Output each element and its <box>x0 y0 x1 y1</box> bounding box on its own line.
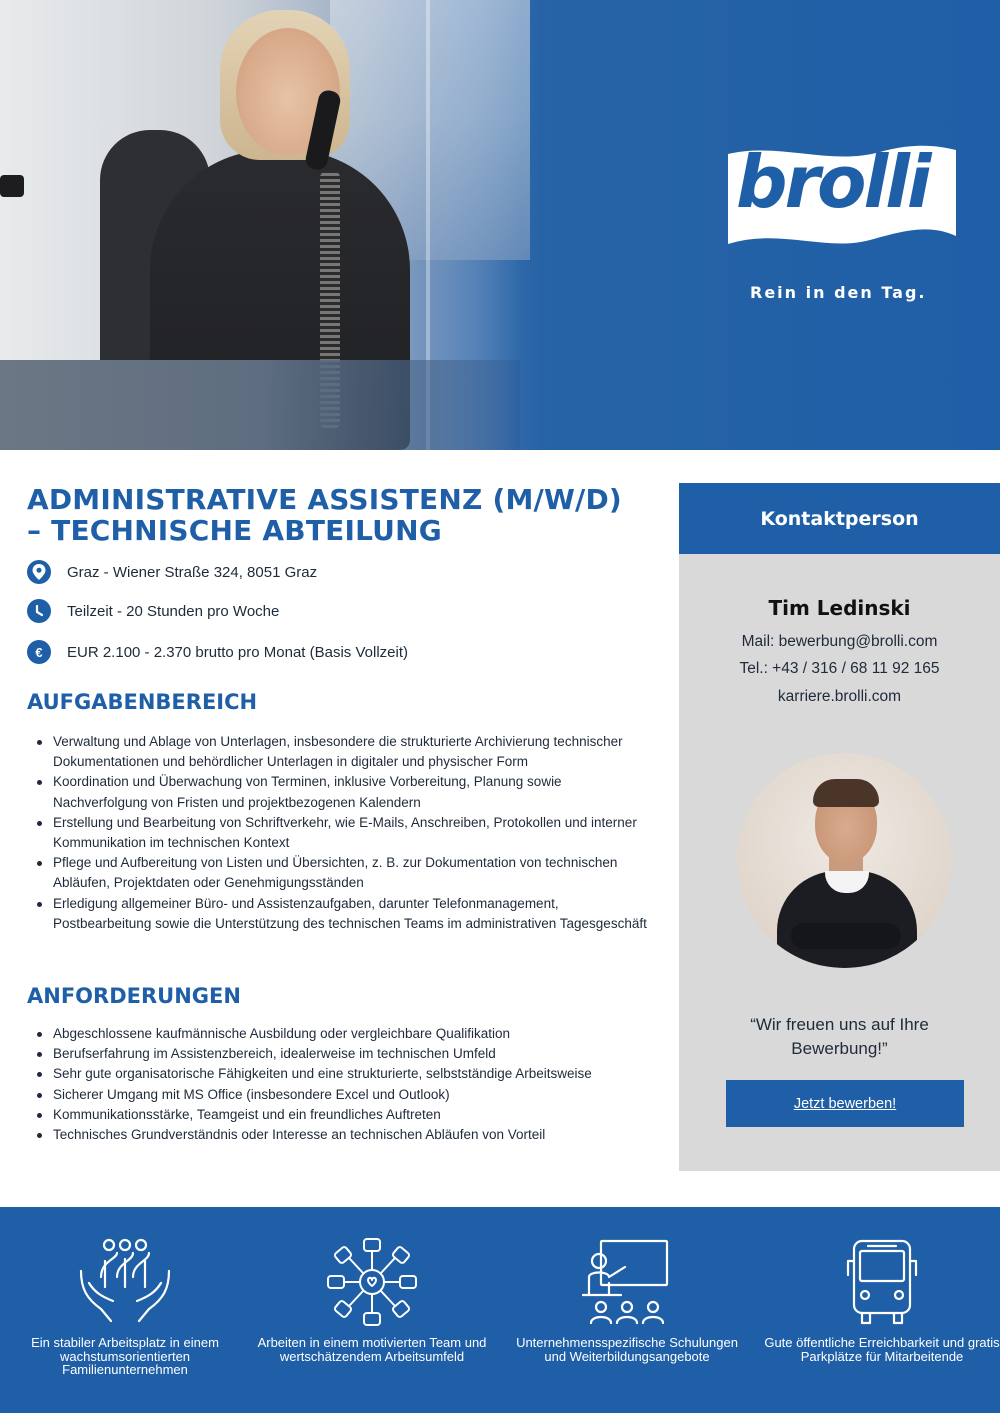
section-heading-aufgaben: AUFGABENBEREICH <box>27 690 258 714</box>
aufgaben-list <box>37 732 647 934</box>
benefit-item <box>757 1207 1000 1413</box>
clock-icon <box>27 599 51 623</box>
logo-wordmark: brolli <box>736 140 929 224</box>
job-title-line-2: – TECHNISCHE ABTEILUNG <box>27 514 442 547</box>
benefit-text: Ein stabiler Arbeitsplatz in einem wachstumsorientierten Familienunternehmen <box>31 1335 219 1377</box>
job-title <box>27 484 667 546</box>
list-item: Pflege und Aufbereitung von Listen und Übersichten, z. B. zur Dokumentation von technischen Abläufen, Projektdaten oder Genehmigungsständen <box>37 853 647 893</box>
list-item: Berufserfahrung im Assistenzbereich, idealerweise im technischen Umfeld <box>37 1044 647 1064</box>
desk <box>0 360 520 450</box>
contact-website[interactable]: karriere.brolli.com <box>777 688 902 705</box>
contact-mail[interactable]: Mail: bewerbung@brolli.com <box>741 633 938 650</box>
avatar-hair <box>813 779 879 807</box>
hero-banner <box>0 0 1000 450</box>
list-item: Koordination und Überwachung von Terminen, inklusive Vorbereitung, Planung sowie Nachverfolgung von Fristen und projektbezogenen Kalendern <box>37 772 647 812</box>
benefit-text: Arbeiten in einem motivierten Team und wertschätzendem Arbeitsumfeld <box>257 1335 487 1364</box>
meta-hours <box>27 599 279 623</box>
list-item: Technisches Grundverständnis oder Interesse an technischen Abläufen von Vorteil <box>37 1125 647 1145</box>
list-item: Kommunikationsstärke, Teamgeist und ein freundliches Auftreten <box>37 1105 647 1125</box>
anforderungen-list <box>37 1024 647 1145</box>
meta-salary-text: EUR 2.100 - 2.370 brutto pro Monat (Basis Vollzeit) <box>67 643 409 661</box>
meta-salary <box>27 640 408 664</box>
contact-avatar <box>737 753 952 968</box>
family-hands-icon <box>75 1237 175 1327</box>
contact-name: Tim Ledinski <box>768 596 911 620</box>
list-item: Verwaltung und Ablage von Unterlagen, insbesondere die strukturierte Archivierung technischer Dokumentationen und behördlicher Unterlagen in digitaler und physischer Form <box>37 732 647 772</box>
location-pin-icon <box>27 560 51 584</box>
training-presentation-icon <box>577 1237 677 1327</box>
brolli-logo <box>720 140 960 250</box>
benefit-item <box>502 1207 752 1413</box>
avatar-arms <box>791 923 901 949</box>
mug <box>0 175 24 197</box>
benefit-item <box>247 1207 497 1413</box>
bus-icon <box>832 1237 932 1327</box>
brand-tagline: Rein in den Tag. <box>750 283 927 302</box>
meta-location <box>27 560 317 584</box>
team-circle-icon <box>322 1237 422 1327</box>
contact-heading: Kontaktperson <box>679 483 1000 554</box>
contact-sidebar <box>679 483 1000 1171</box>
euro-icon: € <box>27 640 51 664</box>
meta-hours-text: Teilzeit - 20 Stunden pro Woche <box>67 602 280 620</box>
meta-location-text: Graz - Wiener Straße 324, 8051 Graz <box>67 563 318 581</box>
list-item: Erledigung allgemeiner Büro- und Assistenzaufgaben, darunter Telefonmanagement, Postbearbeitung sowie die Unterstützung des technischen Teams im administrativen Tagesgeschäft <box>37 894 647 934</box>
list-item: Sicherer Umgang mit MS Office (insbesondere Excel und Outlook) <box>37 1085 647 1105</box>
job-title-line-1: ADMINISTRATIVE ASSISTENZ (M/W/D) <box>27 483 622 516</box>
apply-button[interactable]: Jetzt bewerben! <box>726 1080 964 1127</box>
benefits-band <box>0 1207 1000 1413</box>
list-item: Erstellung und Bearbeitung von Schriftverkehr, wie E-Mails, Anschreiben, Protokollen und interner Kommunikation im technischen Kontext <box>37 813 647 853</box>
section-heading-anforderungen: ANFORDERUNGEN <box>27 984 241 1008</box>
list-item: Sehr gute organisatorische Fähigkeiten und eine strukturierte, selbstständige Arbeitsweise <box>37 1064 647 1084</box>
benefit-text: Unternehmensspezifische Schulungen und Weiterbildungsangebote <box>516 1335 738 1364</box>
benefit-item <box>0 1207 250 1413</box>
contact-quote: “Wir freuen uns auf Ihre Bewerbung!” <box>750 1015 929 1058</box>
list-item: Abgeschlossene kaufmännische Ausbildung oder vergleichbare Qualifikation <box>37 1024 647 1044</box>
contact-phone[interactable]: Tel.: +43 / 316 / 68 11 92 165 <box>739 660 940 677</box>
benefit-text: Gute öffentliche Erreichbarkeit und gratis Parkplätze für Mitarbeitende <box>764 1335 1000 1364</box>
